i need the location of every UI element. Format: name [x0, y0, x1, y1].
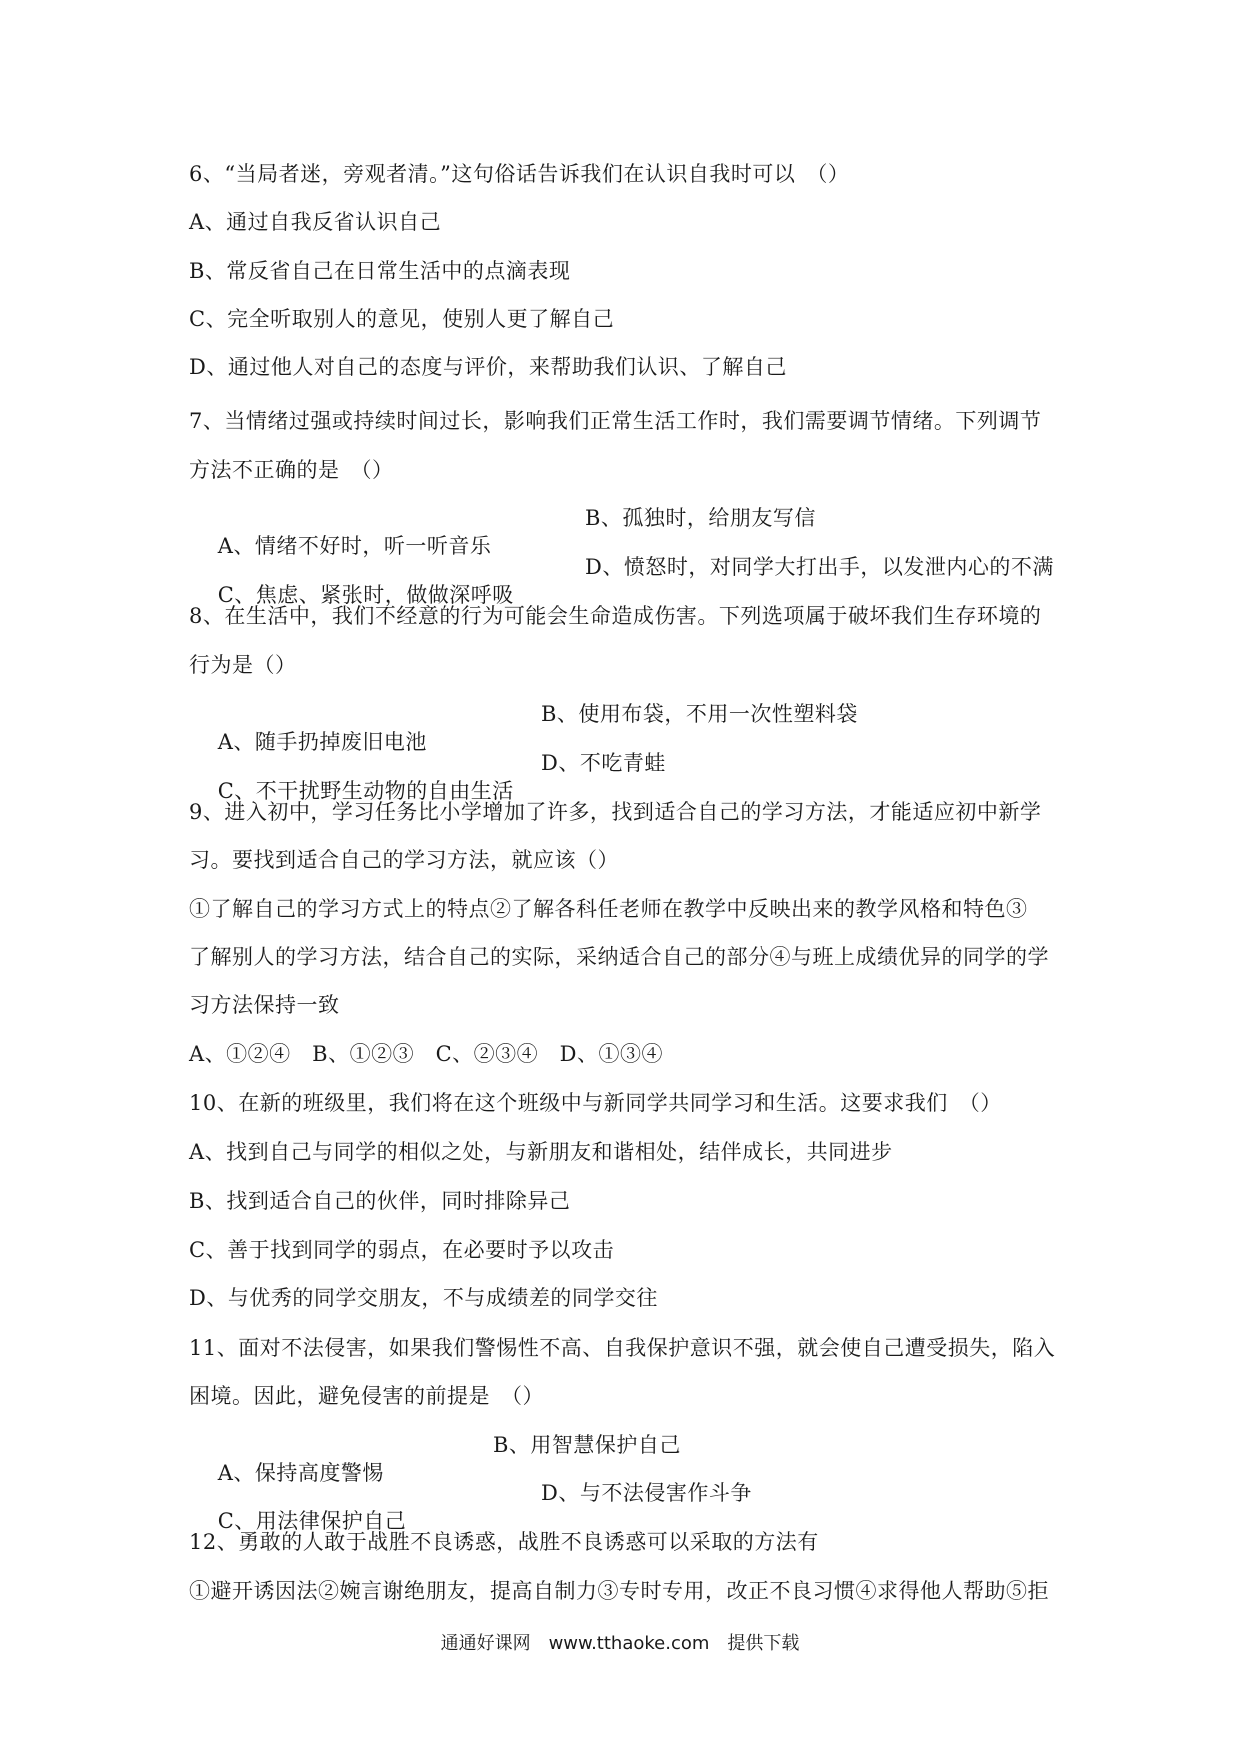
q10-option-a: A、找到自己与同学的相似之处，与新朋友和谐相处，结伴成长，共同进步 [189, 1140, 893, 1164]
q10-option-d: D、与优秀的同学交朋友，不与成绩差的同学交往 [189, 1286, 658, 1310]
q8-option-b: B、使用布袋，不用一次性塑料袋 [541, 702, 858, 726]
q9-items-line1: ①了解自己的学习方式上的特点②了解各科任老师在教学中反映出来的教学风格和特色③ [189, 897, 1028, 921]
q10-stem: 10、在新的班级里，我们将在这个班级中与新同学共同学习和生活。这要求我们 （） [189, 1091, 1002, 1115]
q11-option-a: A、保持高度警惕 [217, 1461, 384, 1485]
q8-stem-line2: 行为是（） [189, 653, 297, 677]
q10-option-b: B、找到适合自己的伙伴，同时排除异己 [189, 1189, 571, 1213]
q7-option-d: D、愤怒时，对同学大打出手，以发泄内心的不满 [585, 555, 1054, 579]
q7-stem-line2: 方法不正确的是 （） [189, 458, 394, 482]
q9-stem-line1: 9、进入初中，学习任务比小学增加了许多，找到适合自己的学习方法，才能适应初中新学 [189, 800, 1042, 824]
q11-stem-line1: 11、面对不法侵害，如果我们警惕性不高、自我保护意识不强，就会使自己遭受损失，陷入 [189, 1336, 1056, 1360]
q8-option-c: C、不干扰野生动物的自由生活 [217, 779, 514, 803]
q12-stem: 12、勇敢的人敢于战胜不良诱惑，战胜不良诱惑可以采取的方法有 [189, 1530, 819, 1554]
q6-option-a: A、通过自我反省认识自己 [189, 210, 442, 234]
q11-option-d: D、与不法侵害作斗争 [541, 1481, 752, 1505]
q7-option-a: A、情绪不好时，听一听音乐 [217, 534, 492, 558]
q6-option-d: D、通过他人对自己的态度与评价，来帮助我们认识、了解自己 [189, 355, 787, 379]
q8-option-d: D、不吃青蛙 [541, 751, 666, 775]
q7-stem-line1: 7、当情绪过强或持续时间过长，影响我们正常生活工作时，我们需要调节情绪。下列调节 [189, 409, 1042, 433]
q7-option-b: B、孤独时，给朋友写信 [585, 506, 816, 530]
q6-option-c: C、完全听取别人的意见，使别人更了解自己 [189, 307, 615, 331]
q6-option-b: B、常反省自己在日常生活中的点滴表现 [189, 259, 571, 283]
q11-option-b: B、用智慧保护自己 [493, 1433, 681, 1457]
q9-items-line3: 习方法保持一致 [189, 993, 340, 1017]
q8-option-a: A、随手扔掉废旧电池 [217, 730, 427, 754]
q9-options: A、①②④ B、①②③ C、②③④ D、①③④ [189, 1042, 664, 1066]
q9-items-line2: 了解别人的学习方法，结合自己的实际，采纳适合自己的部分④与班上成绩优异的同学的学 [189, 945, 1049, 969]
q8-stem-line1: 8、在生活中，我们不经意的行为可能会生命造成伤害。下列选项属于破坏我们生存环境的 [189, 604, 1042, 628]
q11-option-c: C、用法律保护自己 [217, 1509, 407, 1533]
q10-option-c: C、善于找到同学的弱点，在必要时予以攻击 [189, 1238, 615, 1262]
q7-option-c: C、焦虑、紧张时，做做深呼吸 [217, 583, 514, 607]
q6-stem: 6、“当局者迷，旁观者清。”这句俗话告诉我们在认识自我时可以 （） [189, 162, 850, 186]
q9-stem-line2: 习。要找到适合自己的学习方法，就应该（） [189, 848, 619, 872]
q12-items-line1: ①避开诱因法②婉言谢绝朋友，提高自制力③专时专用，改正不良习惯④求得他人帮助⑤拒 [189, 1579, 1049, 1603]
q11-stem-line2: 困境。因此，避免侵害的前提是 （） [189, 1384, 544, 1408]
page-footer: 通通好课网 www.tthaoke.com 提供下载 [440, 1633, 800, 1654]
